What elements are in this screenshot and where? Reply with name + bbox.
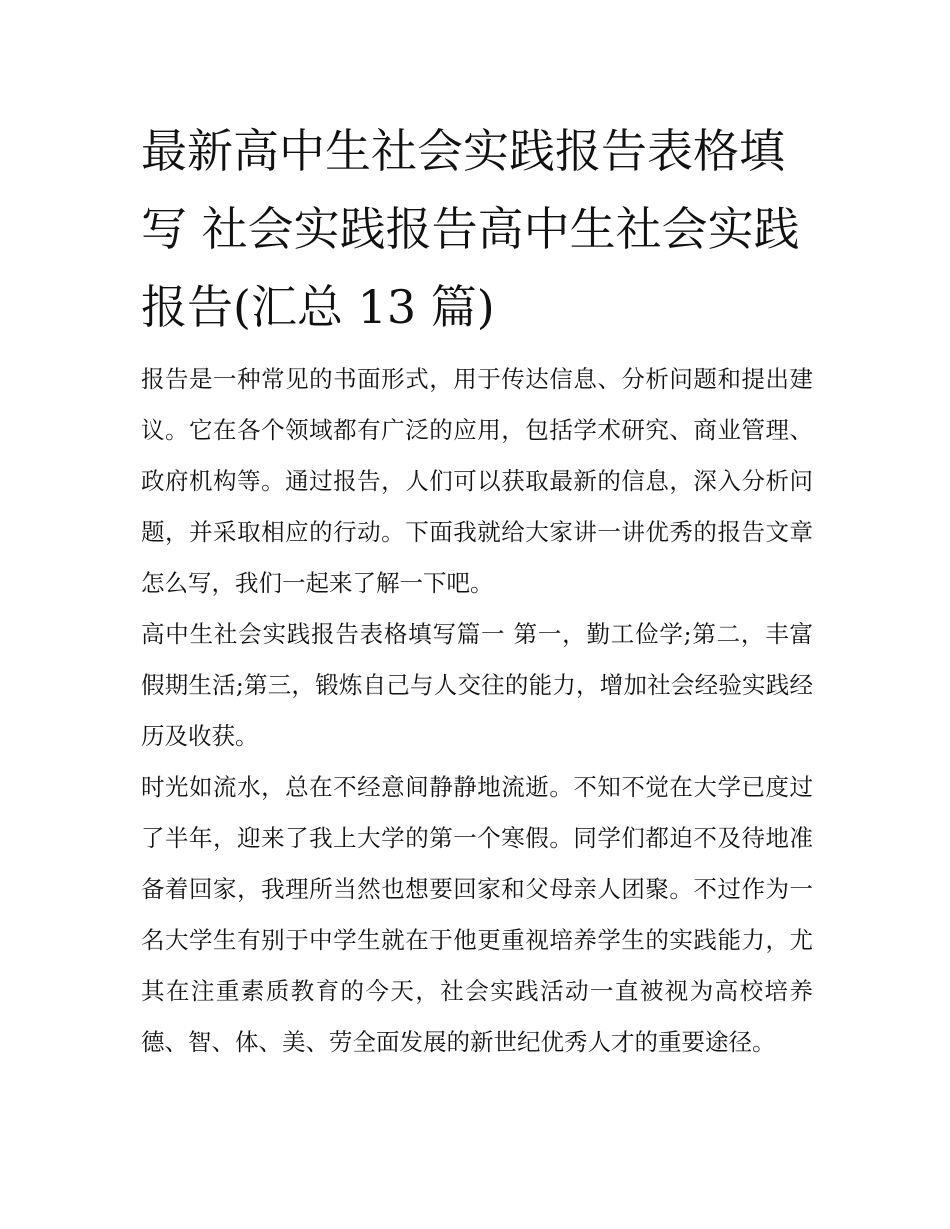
paragraph-section-one: 高中生社会实践报告表格填写篇一 第一，勤工俭学;第二，丰富假期生活;第三，锻炼自己与人交往的能力，增加社会经验实践经历及收获。 [141,620,813,750]
paragraph-body: 时光如流水，总在不经意间静静地流逝。不知不觉在大学已度过了半年，迎来了我上大学的第一个寒假。同学们都迫不及待地准备着回家，我理所当然也想要回家和父母亲人团聚。不过作为一名大学生有别于中学生就在于他更重视培养学生的实践能力，尤其在注重素质教育的今天，社会实践活动一直被视为高校培养德、智、体、美、劳全面发展的新世纪优秀人才的重要途径。 [141,773,813,1056]
document-title: 最新高中生社会实践报告表格填写 社会实践报告高中生社会实践报告(汇总 13 篇) [141,124,800,334]
paragraph-intro: 报告是一种常见的书面形式，用于传达信息、分析问题和提出建议。它在各个领域都有广泛的应用，包括学术研究、商业管理、政府机构等。通过报告，人们可以获取最新的信息，深入分析问题，并采取相应的行动。下面我就给大家讲一讲优秀的报告文章怎么写，我们一起来了解一下吧。 [141,365,813,597]
document-page [141,112,813,1068]
